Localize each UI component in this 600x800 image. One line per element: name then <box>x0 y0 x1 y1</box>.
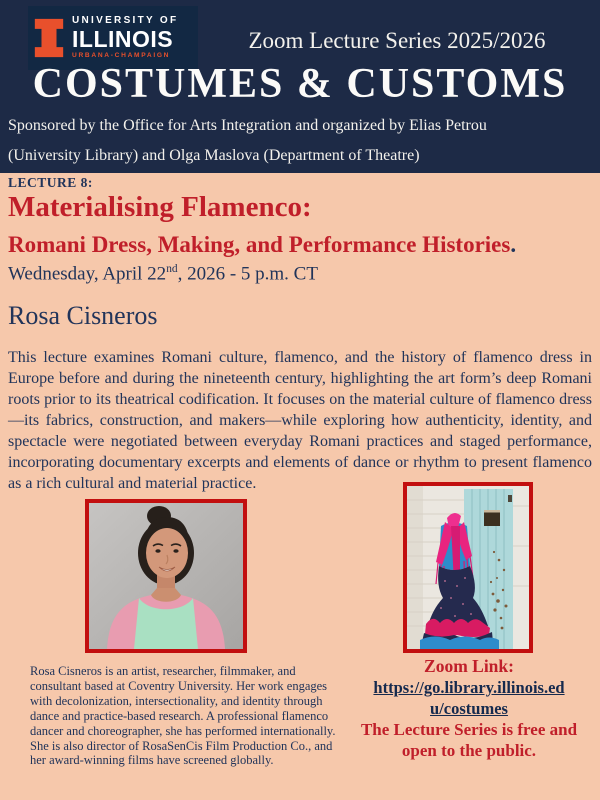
logo-illinois: ILLINOIS <box>72 26 174 53</box>
date-year-time: , 2026 - 5 p.m. CT <box>177 263 318 285</box>
logo-university-of: UNIVERSITY OF <box>72 15 179 27</box>
block-i-icon <box>34 17 64 59</box>
lecture-subtitle-period: . <box>510 232 517 257</box>
header <box>0 0 600 173</box>
zoom-link-line-2[interactable]: u/costumes <box>430 699 508 718</box>
lecture-subtitle-text: Romani Dress, Making, and Performance Histories <box>8 232 511 257</box>
sponsor-text <box>8 111 592 171</box>
sponsor-line-1: Sponsored by the Office for Arts Integration and organized by Elias Petrou <box>8 117 487 134</box>
zoom-info <box>343 656 595 761</box>
date-ordinal: nd <box>166 263 178 275</box>
series-title: Zoom Lecture Series 2025/2026 <box>248 28 546 53</box>
lecture-title: Materialising Flamenco: <box>8 191 312 223</box>
lecture-subtitle <box>8 232 516 258</box>
logo-wordmark <box>72 16 178 60</box>
lecture-number-label: LECTURE 8: <box>8 175 93 190</box>
logo-urbana-champaign: URBANA-CHAMPAIGN <box>72 52 171 60</box>
lecture-datetime <box>8 263 318 285</box>
free-admission-note: The Lecture Series is free and open to the public. <box>360 720 578 760</box>
zoom-link-label: Zoom Link: <box>424 656 514 676</box>
dress-photo <box>403 482 533 653</box>
zoom-link[interactable] <box>343 677 595 719</box>
sponsor-line-2: (University Library) and Olga Maslova (Department of Theatre) <box>8 147 420 164</box>
date-day: Wednesday, April 22 <box>8 263 167 285</box>
speaker-portrait-illustration <box>89 503 243 649</box>
lecture-description: This lecture examines Romani culture, flamenco, and the history of flamenco dress in Europe before and during the nineteenth century, highlighting the art form’s deep Romani roots prior to its theatrical codification. It focuses on the material culture of flamenco dress—its fabrics, construction, and makers—while exploring how authenticity, identity, and spectacle were negotiated between everyday Romani practices and staged performance, incorporating documentary excerpts and elements of dance or rhythm to present flamenco as a rich cultural and material practice. <box>8 349 592 492</box>
flyer-main-title: COSTUMES & CUSTOMS <box>32 61 568 107</box>
speaker-name: Rosa Cisneros <box>8 301 158 330</box>
speaker-bio: Rosa Cisneros is an artist, researcher, filmmaker, and consultant based at Coventry University. Her work engages with decolonization, intersectionality, and identity through dance and practice-based research. A professional flamenco dancer and choreographer, she has performed internationally. She is also director of RosaSenCis Film Production Co., and her award-winning films have screened globally. <box>30 664 336 768</box>
zoom-link-line-1[interactable]: https://go.library.illinois.ed <box>373 678 565 697</box>
flamenco-dress-illustration <box>407 486 529 649</box>
speaker-photo <box>85 499 247 653</box>
